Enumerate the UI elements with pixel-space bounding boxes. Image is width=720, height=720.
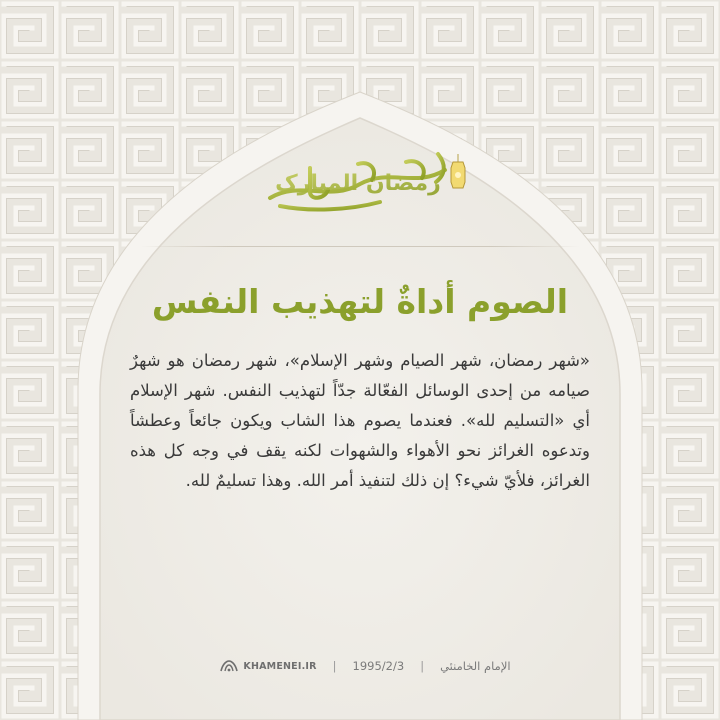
ramadan-calligraphy	[240, 140, 480, 220]
site-name: KHAMENEI.IR	[243, 660, 317, 672]
khamenei-logo-icon	[219, 659, 239, 673]
footer	[200, 656, 530, 676]
quote-body: «شهر رمضان، شهر الصيام وشهر الإسلام»، شهر رمضان هو شهرٌ صيامه من إحدى الوسائل الفعّالة جدّاً لتهذيب النفس. شهر الإسلام أي «التسليم لله». فعندما يصوم هذا الشاب ويكون جائعاً وعطشاً وتدعوه الغرائز نحو الأهواء والشهوات لكنه يقف في وجه كل هذه الغرائز، فلأيّ شيء؟ إن ذلك لتنفيذ أمر الله. وهذا تسليمٌ لله.	[130, 351, 590, 490]
footer-author: الإمام الخامنئي	[440, 659, 511, 673]
page-title: الصوم أداةٌ لتهذيب النفس	[151, 282, 569, 321]
site-logo[interactable]	[219, 659, 316, 673]
footer-date: 1995/2/3	[352, 659, 405, 673]
lantern-icon	[451, 154, 465, 188]
footer-separator: |	[332, 659, 337, 673]
calligraphy-art	[240, 140, 480, 220]
calligraphy-label: رمضان المبارک	[275, 171, 441, 196]
header-divider	[140, 246, 580, 247]
footer-separator: |	[420, 659, 425, 673]
